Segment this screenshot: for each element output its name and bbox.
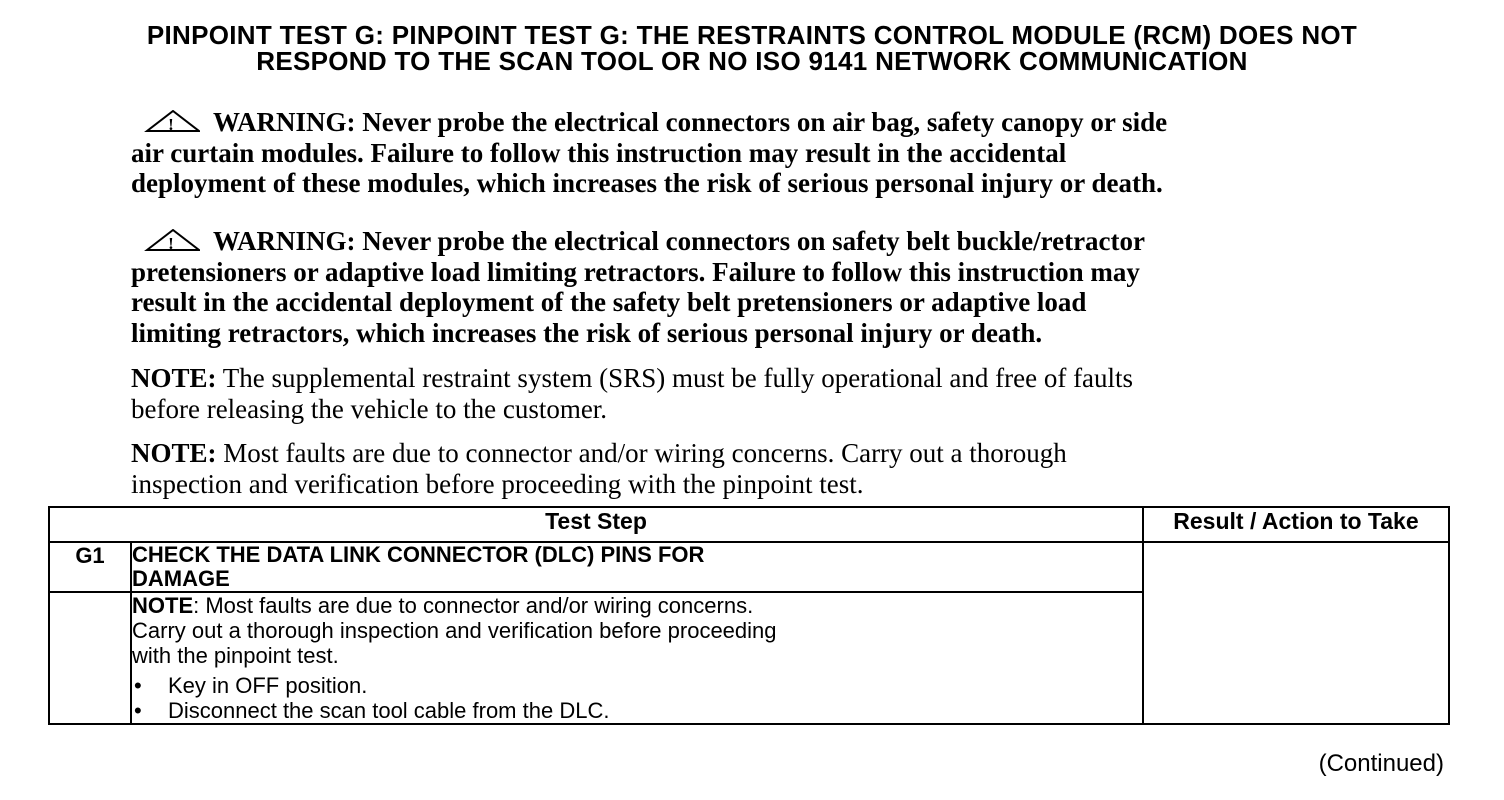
page-title: [60, 22, 1444, 74]
step-title: [131, 542, 1143, 592]
list-item: • Key in OFF position.: [132, 673, 1142, 698]
warning-2-line-2: pretensioners or adaptive load limiting retractors. Failure to follow this instruction may: [131, 256, 1140, 287]
note-2-line-2: inspection and verification before proceeding with the pinpoint test.: [131, 468, 864, 499]
svg-text:!: !: [168, 115, 174, 132]
step-number: G1: [49, 542, 131, 592]
note-2: [131, 438, 1381, 499]
title-line-2: RESPOND TO THE SCAN TOOL OR NO ISO 9141 NETWORK COMMUNICATION: [256, 46, 1248, 76]
warning-1-line-3: deployment of these modules, which increases the risk of serious personal injury or death.: [131, 168, 1163, 198]
step-note-line-2: Carry out a thorough inspection and verification before proceeding: [132, 618, 777, 643]
step-note-line-3: with the pinpoint test.: [132, 643, 339, 668]
warning-triangle-icon: [144, 229, 200, 251]
warning-triangle-icon: [144, 110, 200, 132]
result-action-cell: [1143, 542, 1449, 724]
warning-2-line-1: WARNING: Never probe the electrical connectors on safety belt buckle/retractor: [213, 226, 1146, 256]
warning-2-line-4: limiting retractors, which increases the risk of serious personal injury or death.: [131, 317, 1043, 348]
step-title-line-1: CHECK THE DATA LINK CONNECTOR (DLC) PINS FOR: [132, 542, 705, 567]
table-row: [49, 542, 1449, 592]
header-result-action: Result / Action to Take: [1143, 507, 1449, 542]
note-2-line-1: Most faults are due to connector and/or wiring concerns. Carry out a thorough: [216, 438, 1067, 468]
note-label: NOTE:: [131, 438, 217, 468]
step-body: [131, 592, 1143, 724]
step-note-line-1: : Most faults are due to connector and/or wiring concerns.: [193, 593, 754, 618]
svg-text:!: !: [168, 234, 174, 251]
note-1-line-1: The supplemental restraint system (SRS) must be fully operational and free of faults: [216, 363, 1134, 393]
pinpoint-test-table: [48, 506, 1450, 725]
continued-label: (Continued): [1318, 750, 1444, 777]
step-number-blank-cell: [49, 592, 131, 724]
header-test-step: Test Step: [49, 507, 1143, 542]
warning-2: [131, 226, 1381, 348]
warning-1-line-1: WARNING: Never probe the electrical connectors on air bag, safety canopy or side: [213, 107, 1168, 137]
step-note-label: NOTE: [132, 593, 194, 618]
warning-1-line-2: air curtain modules. Failure to follow this instruction may result in the accidental: [131, 137, 1067, 168]
step-bullet-list: [132, 673, 1142, 723]
warning-1: [131, 107, 1381, 199]
table-header-row: [49, 507, 1449, 542]
warning-2-line-3: result in the accidental deployment of the safety belt pretensioners or adaptive load: [131, 287, 1087, 317]
step-title-line-2: DAMAGE: [132, 566, 230, 591]
list-item: • Disconnect the scan tool cable from the DLC.: [132, 698, 1142, 723]
note-label: NOTE:: [131, 363, 217, 393]
title-line-1: PINPOINT TEST G: PINPOINT TEST G: THE RESTRAINTS CONTROL MODULE (RCM) DOES NOT: [146, 20, 1358, 50]
note-1-line-2: before releasing the vehicle to the customer.: [131, 393, 608, 424]
note-1: [131, 363, 1381, 424]
